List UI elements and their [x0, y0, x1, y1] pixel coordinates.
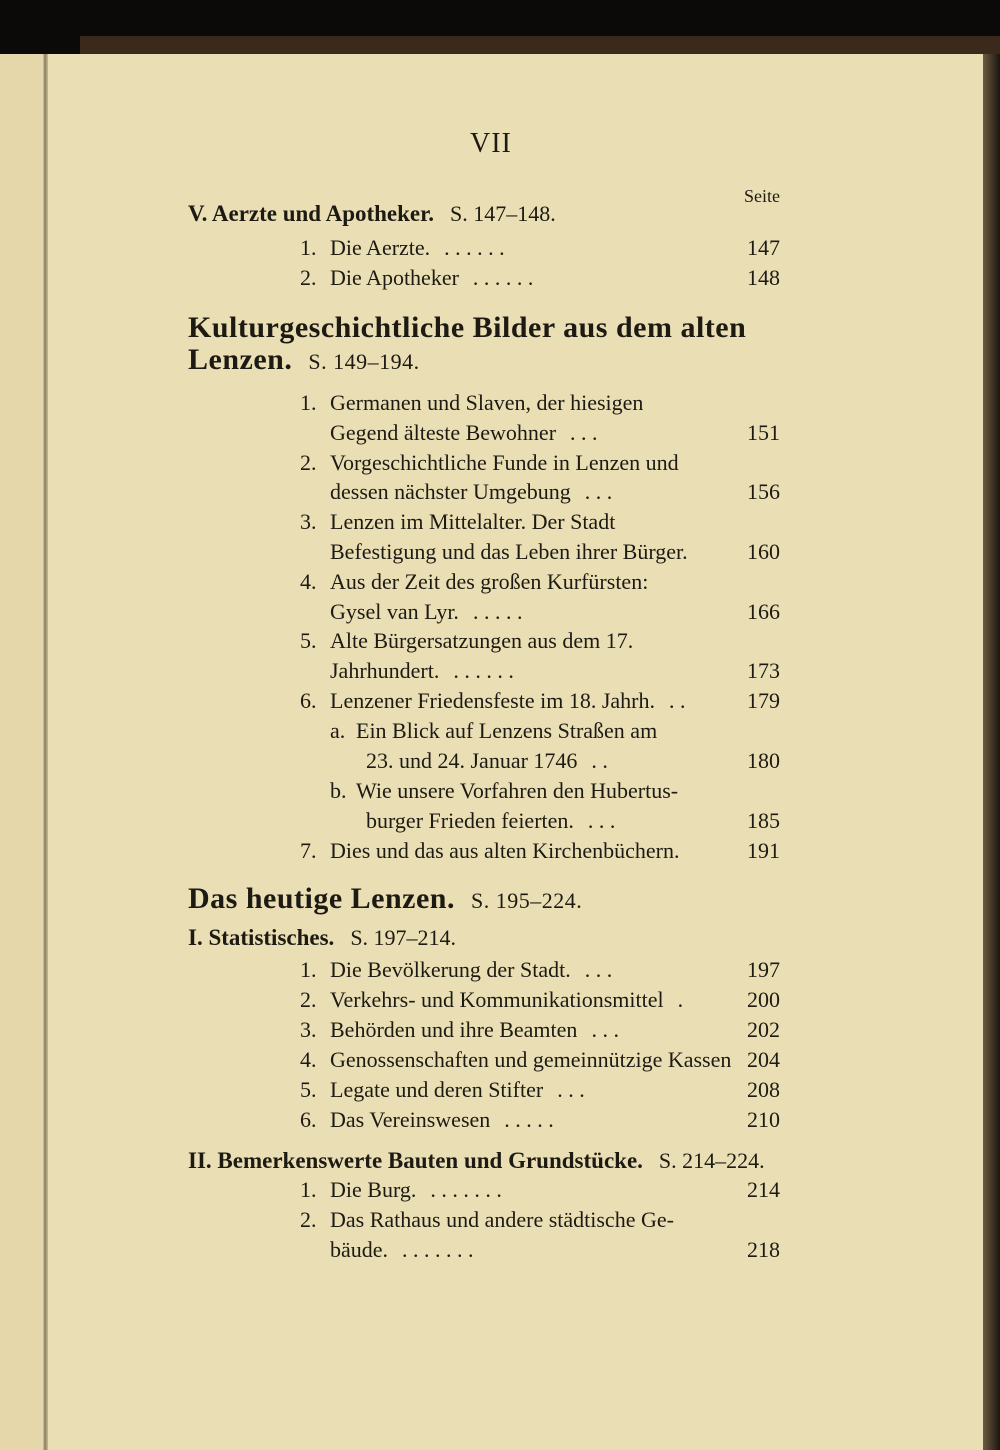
toc-entry-text: Genossenschaften und gemeinnützige Kassen	[330, 1047, 732, 1072]
section-heading	[188, 925, 456, 951]
toc-entry-number: 6.	[300, 688, 317, 713]
toc-entry-text: Lenzen im Mittelalter. Der Stadt	[330, 509, 616, 534]
toc-entry-page: 156	[747, 479, 780, 504]
section-heading-continued	[188, 343, 420, 379]
dot-leader: . . . . . . .	[430, 1177, 502, 1202]
toc-entry-text: Die Burg. . . . . . . .	[330, 1177, 502, 1202]
toc-subentry-text: Wie unsere Vorfahren den Hubertus-	[356, 778, 679, 803]
toc-subentry-number: a.	[330, 718, 346, 743]
toc-entry-text: Germanen und Slaven, der hiesigen	[330, 390, 644, 415]
toc-entry-text: Das Vereinswesen . . . . .	[330, 1107, 554, 1132]
dot-leader: . . . . . .	[472, 265, 534, 290]
toc-entry-page: 191	[747, 838, 780, 863]
toc-entry-number: 2.	[300, 987, 317, 1012]
toc-entry-number: 6.	[300, 1107, 317, 1132]
section-title: Das heutige Lenzen.	[188, 882, 455, 915]
toc-entry-text: bäude. . . . . . . .	[330, 1237, 474, 1262]
toc-entry-text: Jahrhundert. . . . . . .	[330, 658, 514, 683]
toc-entry-text: Gegend älteste Bewohner . . .	[330, 420, 598, 445]
dot-leader: . . . . . . .	[402, 1237, 474, 1262]
section-title-continued: Lenzen.	[188, 343, 293, 376]
toc-subentry-number: b.	[330, 778, 347, 803]
dot-leader: . . . . .	[504, 1107, 554, 1132]
toc-entry-number: 5.	[300, 628, 317, 653]
toc-entry-page: 204	[747, 1047, 780, 1072]
toc-entry-number: 1.	[300, 1177, 317, 1202]
toc-entry-text: Verkehrs- und Kommunikationsmittel .	[330, 987, 684, 1012]
dot-leader: . . .	[584, 479, 613, 504]
section-heading	[188, 311, 746, 345]
section-heading	[188, 882, 582, 918]
toc-entry-page: 208	[747, 1077, 780, 1102]
toc-entry-number: 2.	[300, 450, 317, 475]
dot-leader: . . . . . .	[444, 235, 505, 260]
toc-entry-text: Das Rathaus und andere städtische Ge-	[330, 1207, 674, 1232]
left-page-edge	[0, 54, 44, 1450]
toc-entry-page: 151	[747, 420, 780, 445]
toc-entry-page: 147	[747, 235, 780, 260]
section-heading	[188, 1148, 765, 1174]
dot-leader: . . .	[557, 1077, 585, 1102]
toc-entry-text: Behörden und ihre Beamten . . .	[330, 1017, 619, 1042]
right-page-edge	[983, 54, 1000, 1450]
toc-entry-text: Die Bevölkerung der Stadt. . . .	[330, 957, 613, 982]
section-page-range: S. 197–214.	[350, 925, 457, 950]
section-page-range: S. 149–194.	[308, 349, 420, 374]
toc-entry-text: Die Apotheker . . . . . .	[330, 265, 534, 290]
section-page-range: S. 147–148.	[450, 201, 556, 226]
section-heading	[188, 201, 556, 227]
toc-entry-page: 214	[747, 1177, 780, 1202]
dot-leader: .	[677, 987, 684, 1012]
dot-leader: . .	[669, 688, 686, 713]
section-title: II. Bemerkenswerte Bauten und Grundstücke.	[188, 1148, 643, 1173]
toc-entry-number: 2.	[300, 1207, 317, 1232]
dot-leader: . . . . . .	[453, 658, 514, 683]
toc-subentry-text: Ein Blick auf Lenzens Straßen am	[356, 718, 658, 743]
toc-entry-page: 197	[747, 957, 780, 982]
toc-entry-text: Aus der Zeit des großen Kurfürsten:	[330, 569, 649, 594]
toc-entry-number: 2.	[300, 265, 317, 290]
toc-entry-page: 218	[747, 1237, 780, 1262]
toc-entry-text: Gysel van Lyr. . . . . .	[330, 599, 523, 624]
toc-entry-number: 5.	[300, 1077, 317, 1102]
toc-entry-page: 160	[747, 539, 780, 564]
toc-entry-number: 1.	[300, 235, 317, 260]
toc-entry-page: 166	[747, 599, 780, 624]
dot-leader: . . . . .	[472, 599, 523, 624]
dot-leader: . . .	[570, 420, 598, 445]
toc-entry-text: Legate und deren Stifter . . .	[330, 1077, 585, 1102]
toc-entry-number: 4.	[300, 569, 317, 594]
toc-entry-text: Vorgeschichtliche Funde in Lenzen und	[330, 450, 679, 475]
dot-leader: . . .	[587, 808, 616, 833]
dot-leader: . . .	[591, 1017, 619, 1042]
section-page-range: S. 214–224.	[658, 1148, 765, 1173]
toc-entry-number: 4.	[300, 1047, 317, 1072]
book-cover-edge	[80, 36, 1000, 54]
page-column-label: Seite	[744, 186, 780, 206]
toc-subentry-text: burger Frieden feierten. . . .	[366, 808, 616, 833]
dot-leader: . . .	[584, 957, 613, 982]
toc-entry-text: Befestigung und das Leben ihrer Bürger.	[330, 539, 688, 564]
dot-leader: . .	[591, 748, 608, 773]
section-title: I. Statistisches.	[188, 925, 335, 950]
toc-entry-number: 7.	[300, 838, 317, 863]
toc-entry-text: Alte Bürgersatzungen aus dem 17.	[330, 628, 634, 653]
toc-subentry-text: 23. und 24. Januar 1746 . .	[366, 748, 608, 773]
toc-entry-page: 148	[747, 265, 780, 290]
toc-subentry-page: 185	[747, 808, 780, 833]
toc-entry-text: Dies und das aus alten Kirchenbüchern.	[330, 838, 680, 863]
section-title: V. Aerzte und Apotheker.	[188, 201, 434, 226]
toc-entry-number: 3.	[300, 1017, 317, 1042]
toc-entry-text: Die Aerzte. . . . . . .	[330, 235, 505, 260]
toc-entry-page: 179	[747, 688, 780, 713]
toc-entry-text: Lenzener Friedensfeste im 18. Jahrh. . .	[330, 688, 686, 713]
toc-entry-number: 1.	[300, 957, 317, 982]
section-page-range: S. 195–224.	[471, 888, 583, 913]
section-title: Kulturgeschichtliche Bilder aus dem alten	[188, 311, 747, 344]
toc-entry-page: 210	[747, 1107, 780, 1132]
toc-entry-text: dessen nächster Umgebung . . .	[330, 479, 613, 504]
toc-entry-page: 202	[747, 1017, 780, 1042]
toc-entry-page: 200	[747, 987, 780, 1012]
toc-entry-number: 1.	[300, 390, 317, 415]
toc-entry-page: 173	[747, 658, 780, 683]
toc-entry-number: 3.	[300, 509, 317, 534]
page-folio: VII	[470, 128, 512, 159]
toc-subentry-page: 180	[747, 748, 780, 773]
